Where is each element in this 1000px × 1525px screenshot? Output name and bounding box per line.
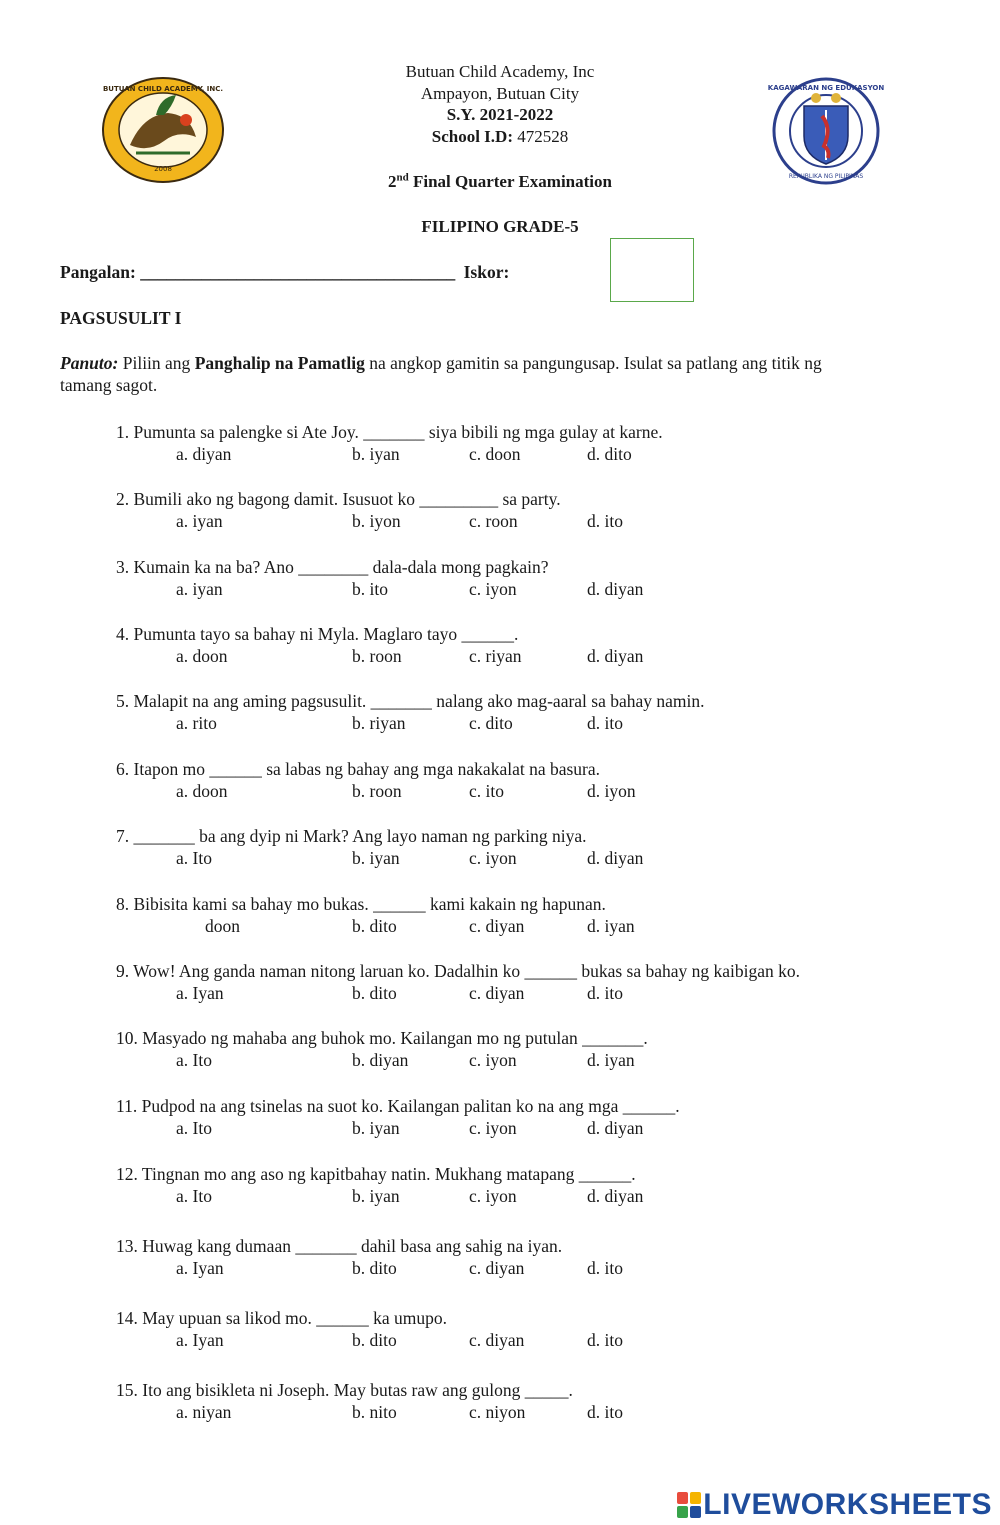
- question-7-option-c[interactable]: c. iyon: [469, 848, 517, 868]
- question-5-option-d[interactable]: d. ito: [587, 713, 623, 733]
- school-address: Ampayon, Butuan City: [420, 84, 580, 103]
- question-6-option-a[interactable]: a. doon: [176, 781, 228, 801]
- question-8-option-a[interactable]: doon: [205, 916, 240, 936]
- question-1-option-c[interactable]: c. doon: [469, 444, 521, 464]
- question-4-option-d[interactable]: d. diyan: [587, 646, 644, 666]
- question-14: 14. May upuan sa likod mo. ______ ka umupo.: [116, 1308, 448, 1328]
- question-8-option-d[interactable]: d. iyan: [587, 916, 635, 936]
- liveworksheets-brand: [677, 1488, 992, 1522]
- school-id-value: 472528: [517, 127, 569, 146]
- instructions-text-1: Piliin ang: [118, 353, 195, 373]
- deped-seal-text-bottom: REPUBLIKA NG PILIPINAS: [788, 173, 864, 180]
- question-3-option-b[interactable]: b. ito: [352, 579, 388, 599]
- exam-sup: nd: [396, 171, 409, 184]
- question-3-option-c[interactable]: c. iyon: [469, 579, 517, 599]
- school-name: Butuan Child Academy, Inc: [405, 62, 595, 81]
- question-2-option-b[interactable]: b. iyon: [352, 511, 401, 531]
- question-9: 9. Wow! Ang ganda naman nitong laruan ko. Dadalhin ko ______ bukas sa bahay ng kaibigan ko.: [116, 961, 801, 981]
- name-label: Pangalan:: [60, 262, 136, 282]
- question-10-option-d[interactable]: d. iyan: [587, 1050, 635, 1070]
- question-3-option-a[interactable]: a. iyan: [176, 579, 223, 599]
- question-8-option-b[interactable]: b. dito: [352, 916, 397, 936]
- question-11-option-b[interactable]: b. iyan: [352, 1118, 400, 1138]
- school-id-label: School I.D:: [431, 127, 513, 146]
- question-5-option-a[interactable]: a. rito: [176, 713, 217, 733]
- question-9-option-c[interactable]: c. diyan: [469, 983, 525, 1003]
- question-11-option-a[interactable]: a. Ito: [176, 1118, 212, 1138]
- question-2-option-c[interactable]: c. roon: [469, 511, 518, 531]
- question-7-option-b[interactable]: b. iyan: [352, 848, 400, 868]
- question-6: 6. Itapon mo ______ sa labas ng bahay ang mga nakakalat na basura.: [116, 759, 601, 779]
- question-13-option-a[interactable]: a. Iyan: [176, 1258, 224, 1278]
- school-year: S.Y. 2021-2022: [446, 105, 554, 124]
- instructions: [60, 352, 940, 396]
- question-2-option-a[interactable]: a. iyan: [176, 511, 223, 531]
- deped-seal-text-top: KAGAWARAN NG EDUKASYON: [767, 84, 885, 92]
- name-field[interactable]: ____________________________________: [140, 262, 456, 282]
- question-4-option-a[interactable]: a. doon: [176, 646, 228, 666]
- question-13-option-c[interactable]: c. diyan: [469, 1258, 525, 1278]
- question-15-option-d[interactable]: d. ito: [587, 1402, 623, 1422]
- question-2-option-d[interactable]: d. ito: [587, 511, 623, 531]
- question-15-option-a[interactable]: a. niyan: [176, 1402, 232, 1422]
- question-2: 2. Bumili ako ng bagong damit. Isusuot ko _________ sa party.: [116, 489, 561, 509]
- question-7-option-d[interactable]: d. diyan: [587, 848, 644, 868]
- question-11: 11. Pudpod na ang tsinelas na suot ko. Kailangan palitan ko na ang mga ______.: [116, 1096, 680, 1116]
- exam-prefix: 2: [388, 172, 397, 191]
- score-label: Iskor:: [463, 262, 510, 282]
- question-1-option-d[interactable]: d. dito: [587, 444, 632, 464]
- question-5-option-c[interactable]: c. dito: [469, 713, 513, 733]
- question-14-option-b[interactable]: b. dito: [352, 1330, 397, 1350]
- question-8: 8. Bibisita kami sa bahay mo bukas. ______ kami kakain ng hapunan.: [116, 894, 606, 914]
- question-12: 12. Tingnan mo ang aso ng kapitbahay natin. Mukhang matapang ______.: [116, 1164, 636, 1184]
- question-12-option-d[interactable]: d. diyan: [587, 1186, 644, 1206]
- school-logo-year: 2008: [154, 165, 172, 173]
- question-14-option-c[interactable]: c. diyan: [469, 1330, 525, 1350]
- question-5-option-b[interactable]: b. riyan: [352, 713, 406, 733]
- question-6-option-d[interactable]: d. iyon: [587, 781, 636, 801]
- exam-title-text: Final Quarter Examination: [413, 172, 612, 191]
- question-12-option-c[interactable]: c. iyon: [469, 1186, 517, 1206]
- question-9-option-d[interactable]: d. ito: [587, 983, 623, 1003]
- question-4-option-c[interactable]: c. riyan: [469, 646, 522, 666]
- question-10-option-a[interactable]: a. Ito: [176, 1050, 212, 1070]
- question-1: 1. Pumunta sa palengke si Ate Joy. _______ siya bibili ng mga gulay at karne.: [116, 422, 663, 442]
- subject-title: FILIPINO GRADE-5: [421, 217, 579, 236]
- question-5: 5. Malapit na ang aming pagsusulit. _______ nalang ako mag-aaral sa bahay namin.: [116, 691, 705, 711]
- instructions-text-2: na angkop gamitin sa pangungusap. Isulat sa patlang ang titik ng: [364, 353, 822, 373]
- section-title: PAGSUSULIT I: [60, 308, 182, 328]
- question-13-option-d[interactable]: d. ito: [587, 1258, 623, 1278]
- question-9-option-a[interactable]: a. Iyan: [176, 983, 224, 1003]
- question-6-option-b[interactable]: b. roon: [352, 781, 402, 801]
- brand-logo-icon: [677, 1492, 701, 1518]
- question-10: 10. Masyado ng mahaba ang buhok mo. Kailangan mo ng putulan _______.: [116, 1028, 648, 1048]
- question-14-option-d[interactable]: d. ito: [587, 1330, 623, 1350]
- school-id: [0, 126, 1000, 148]
- question-13: 13. Huwag kang dumaan _______ dahil basa ang sahig na iyan.: [116, 1236, 563, 1256]
- name-row: [60, 261, 509, 283]
- question-15-option-c[interactable]: c. niyon: [469, 1402, 526, 1422]
- question-11-option-d[interactable]: d. diyan: [587, 1118, 644, 1138]
- score-box[interactable]: [610, 238, 694, 302]
- question-1-option-a[interactable]: a. diyan: [176, 444, 232, 464]
- question-9-option-b[interactable]: b. dito: [352, 983, 397, 1003]
- instructions-bold: Panghalip na Pamatlig: [194, 353, 365, 373]
- question-12-option-b[interactable]: b. iyan: [352, 1186, 400, 1206]
- question-10-option-c[interactable]: c. iyon: [469, 1050, 517, 1070]
- question-15: 15. Ito ang bisikleta ni Joseph. May butas raw ang gulong _____.: [116, 1380, 573, 1400]
- question-3-option-d[interactable]: d. diyan: [587, 579, 644, 599]
- question-4-option-b[interactable]: b. roon: [352, 646, 402, 666]
- exam-title: [0, 171, 1000, 193]
- question-1-option-b[interactable]: b. iyan: [352, 444, 400, 464]
- question-8-option-c[interactable]: c. diyan: [469, 916, 525, 936]
- brand-name: LIVEWORKSHEETS: [703, 1488, 992, 1521]
- question-11-option-c[interactable]: c. iyon: [469, 1118, 517, 1138]
- question-14-option-a[interactable]: a. Iyan: [176, 1330, 224, 1350]
- question-4: 4. Pumunta tayo sa bahay ni Myla. Maglaro tayo ______.: [116, 624, 519, 644]
- question-12-option-a[interactable]: a. Ito: [176, 1186, 212, 1206]
- instructions-text-3: tamang sagot.: [60, 375, 158, 395]
- instructions-label: Panuto:: [60, 353, 119, 373]
- question-7: 7. _______ ba ang dyip ni Mark? Ang layo naman ng parking niya.: [116, 826, 587, 846]
- question-7-option-a[interactable]: a. Ito: [176, 848, 212, 868]
- question-15-option-b[interactable]: b. nito: [352, 1402, 397, 1422]
- question-10-option-b[interactable]: b. diyan: [352, 1050, 409, 1070]
- school-logo-text: BUTUAN CHILD ACADEMY, INC.: [102, 85, 224, 93]
- question-6-option-c[interactable]: c. ito: [469, 781, 504, 801]
- question-3: 3. Kumain ka na ba? Ano ________ dala-dala mong pagkain?: [116, 557, 549, 577]
- question-13-option-b[interactable]: b. dito: [352, 1258, 397, 1278]
